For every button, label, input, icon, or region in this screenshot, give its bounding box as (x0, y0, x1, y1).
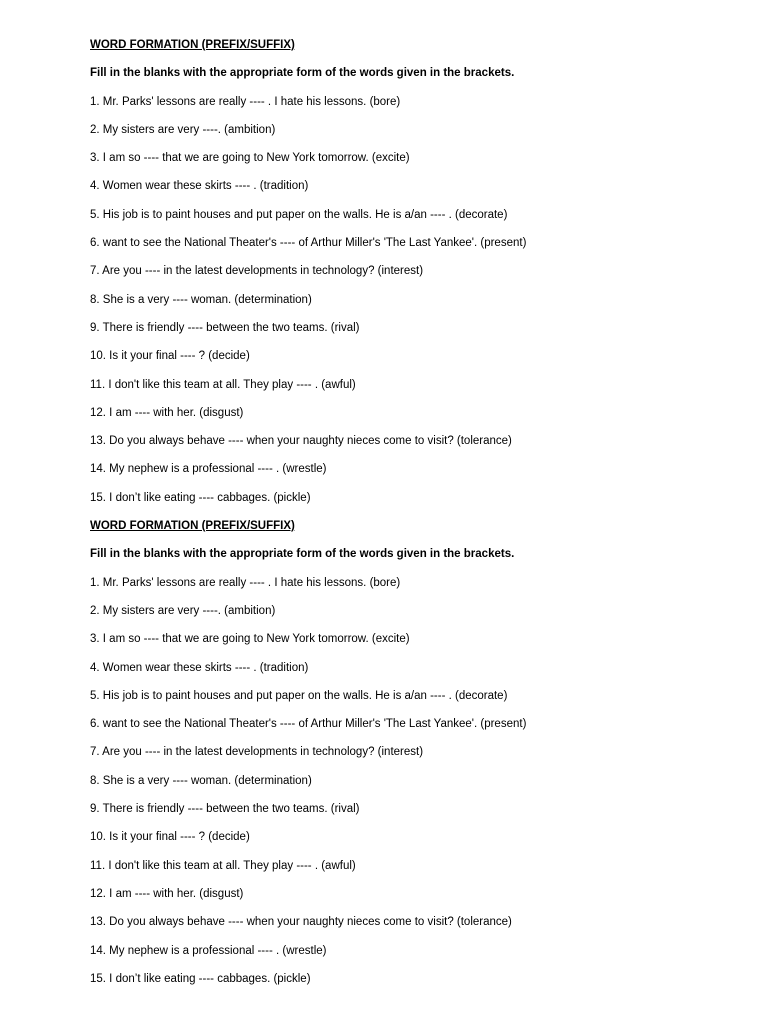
worksheet-page (90, 36, 730, 998)
exercise-item: 12. I am ---- with her. (disgust) (90, 406, 244, 419)
exercise-item: 3. I am so ---- that we are going to New York tomorrow. (excite) (90, 152, 410, 165)
exercise-list (90, 574, 730, 998)
section-title: WORD FORMATION (PREFIX/SUFFIX) (90, 520, 295, 533)
exercise-item: 14. My nephew is a professional ---- . (wrestle) (90, 463, 327, 476)
exercise-item: 2. My sisters are very ----. (ambition) (90, 604, 276, 617)
exercise-item: 13. Do you always behave ---- when your naughty nieces come to visit? (tolerance) (90, 435, 512, 448)
exercise-item: 11. I don't like this team at all. They play ---- . (awful) (90, 859, 356, 872)
exercise-item: 9. There is friendly ---- between the two teams. (rival) (90, 321, 360, 334)
section-title: WORD FORMATION (PREFIX/SUFFIX) (90, 39, 295, 51)
exercise-item: 4. Women wear these skirts ---- . (tradition) (90, 661, 309, 674)
exercise-item: 11. I don't like this team at all. They play ---- . (awful) (90, 378, 356, 391)
exercise-item: 5. His job is to paint houses and put paper on the walls. He is a/an ---- . (decorate) (90, 208, 508, 221)
exercise-item: 1. Mr. Parks' lessons are really ---- . I hate his lessons. (bore) (90, 95, 401, 108)
exercise-item: 10. Is it your final ---- ? (decide) (90, 831, 250, 844)
section-instruction: Fill in the blanks with the appropriate form of the words given in the brackets. (90, 548, 515, 561)
exercise-item: 6. want to see the National Theater's ---- of Arthur Miller's 'The Last Yankee'. (present) (90, 237, 527, 250)
exercise-item: 12. I am ---- with her. (disgust) (90, 887, 244, 900)
exercise-item: 15. I don’t like eating ---- cabbages. (pickle) (90, 491, 311, 504)
exercise-item: 4. Women wear these skirts ---- . (tradition) (90, 180, 309, 193)
section-instruction: Fill in the blanks with the appropriate form of the words given in the brackets. (90, 67, 515, 80)
exercise-item: 7. Are you ---- in the latest developments in technology? (interest) (90, 265, 424, 278)
exercise-item: 6. want to see the National Theater's ---- of Arthur Miller's 'The Last Yankee'. (present) (90, 718, 527, 731)
exercise-item: 1. Mr. Parks' lessons are really ---- . I hate his lessons. (bore) (90, 576, 401, 589)
exercise-item: 8. She is a very ---- woman. (determination) (90, 293, 312, 306)
exercise-item: 15. I don’t like eating ---- cabbages. (pickle) (90, 972, 311, 985)
worksheet-section-1 (90, 36, 730, 517)
exercise-item: 3. I am so ---- that we are going to New York tomorrow. (excite) (90, 633, 410, 646)
exercise-item: 13. Do you always behave ---- when your naughty nieces come to visit? (tolerance) (90, 916, 512, 929)
worksheet-section-2 (90, 517, 730, 998)
exercise-item: 2. My sisters are very ----. (ambition) (90, 123, 276, 136)
exercise-item: 14. My nephew is a professional ---- . (wrestle) (90, 944, 327, 957)
exercise-item: 9. There is friendly ---- between the two teams. (rival) (90, 803, 360, 816)
exercise-list (90, 93, 730, 517)
exercise-item: 10. Is it your final ---- ? (decide) (90, 350, 250, 363)
exercise-item: 5. His job is to paint houses and put paper on the walls. He is a/an ---- . (decorate) (90, 689, 508, 702)
exercise-item: 7. Are you ---- in the latest developments in technology? (interest) (90, 746, 424, 759)
exercise-item: 8. She is a very ---- woman. (determination) (90, 774, 312, 787)
